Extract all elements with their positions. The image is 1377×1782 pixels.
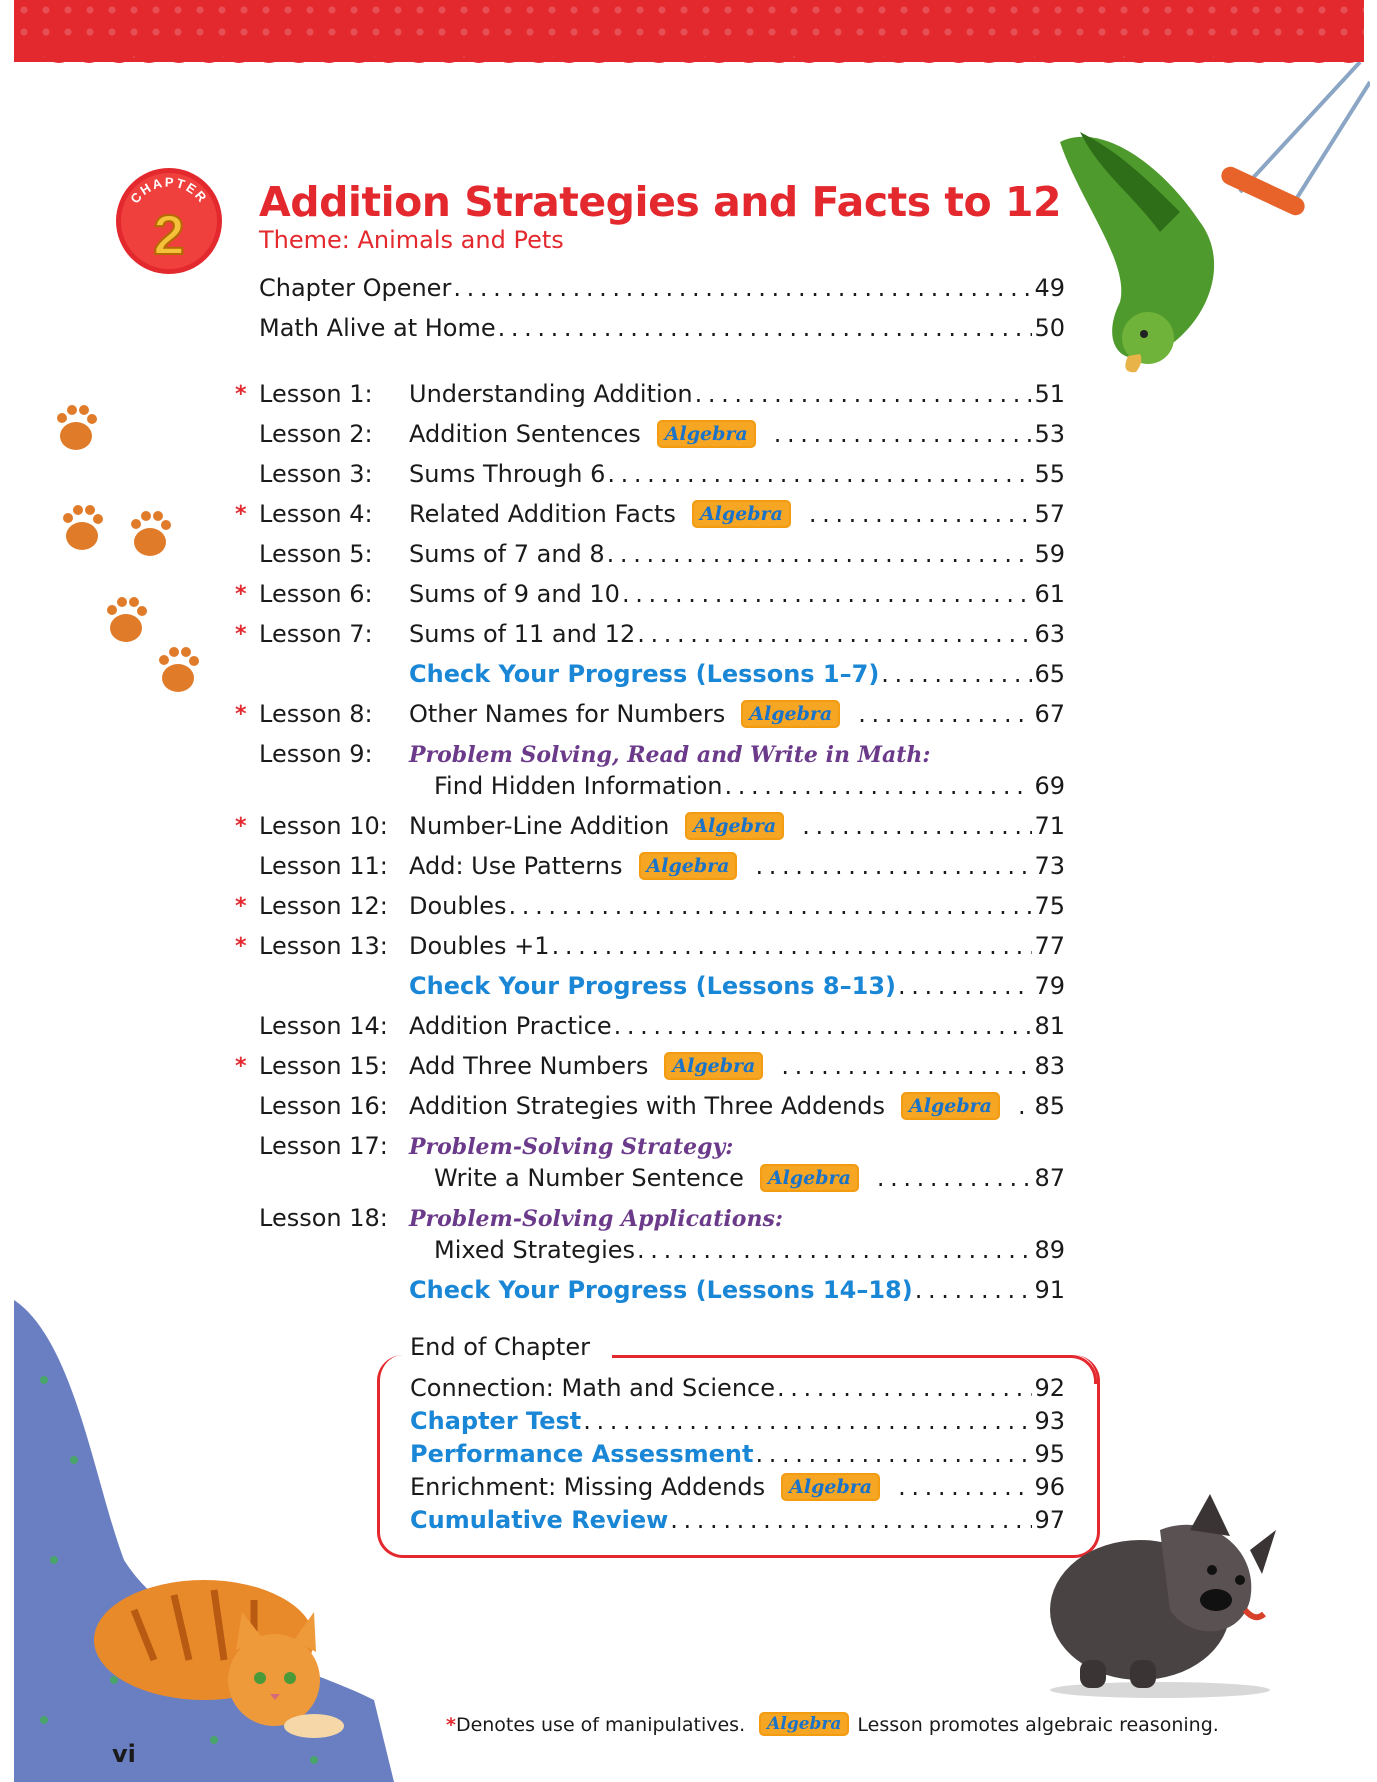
lesson-subtitle: Find Hidden Information xyxy=(434,772,723,800)
lesson-title: Understanding Addition xyxy=(409,380,693,408)
page-number: 65 xyxy=(1034,660,1065,688)
leader-dots xyxy=(881,660,1032,688)
page-number-footer: vi xyxy=(112,1740,136,1768)
leader-dots xyxy=(802,812,1032,840)
toc-row-lesson[interactable] xyxy=(259,620,1065,656)
end-of-chapter-item[interactable] xyxy=(410,1506,1065,1540)
leader-dots xyxy=(725,772,1033,800)
leader-dots xyxy=(781,1052,1032,1080)
page-number: 75 xyxy=(1034,892,1065,920)
leader-dots xyxy=(498,314,1033,342)
lesson-title: Number-Line Addition xyxy=(409,812,670,840)
page-number: 73 xyxy=(1034,852,1065,880)
lesson-label: Lesson 17: xyxy=(259,1132,388,1160)
end-of-chapter-item-text: Enrichment: Missing Addends xyxy=(410,1473,766,1501)
footnote-algebra-text: Lesson promotes algebraic reasoning. xyxy=(857,1714,1219,1736)
algebra-badge: Algebra xyxy=(639,852,738,880)
lesson-label: Lesson 18: xyxy=(259,1204,388,1232)
toc-row-lesson[interactable] xyxy=(259,892,1065,928)
manipulatives-star-icon: * xyxy=(235,1054,247,1079)
toc-entry-text: Math Alive at Home xyxy=(259,314,496,342)
lesson-label: Lesson 11: xyxy=(259,852,388,880)
lesson-title: Addition Sentences xyxy=(409,420,641,448)
manipulatives-star-icon: * xyxy=(235,814,247,839)
lesson-label: Lesson 9: xyxy=(259,740,373,768)
manipulatives-star-icon: * xyxy=(235,502,247,527)
algebra-badge: Algebra xyxy=(759,1712,849,1736)
manipulatives-star-icon: * xyxy=(235,622,247,647)
problem-solving-title: Problem Solving, Read and Write in Math: xyxy=(409,742,931,768)
lesson-title: Addition Strategies with Three Addends xyxy=(409,1092,886,1120)
leader-dots xyxy=(453,274,1032,302)
end-of-chapter-item[interactable] xyxy=(410,1473,1065,1507)
algebra-badge: Algebra xyxy=(664,1052,763,1080)
page-number: 57 xyxy=(1034,500,1065,528)
manipulatives-star-icon: * xyxy=(235,894,247,919)
page-number: 93 xyxy=(1034,1407,1065,1435)
leader-dots xyxy=(637,1236,1032,1264)
page-number: 71 xyxy=(1034,812,1065,840)
page-number: 49 xyxy=(1034,274,1065,302)
toc-entry-text: Chapter Opener xyxy=(259,274,452,302)
footnote-star-text: Denotes use of manipulatives. xyxy=(455,1714,746,1736)
algebra-badge: Algebra xyxy=(901,1092,1000,1120)
lesson-title: Add: Use Patterns xyxy=(409,852,623,880)
toc-row-lesson-subtitle[interactable] xyxy=(434,772,1065,808)
lesson-label: Lesson 2: xyxy=(259,420,373,448)
leader-dots xyxy=(607,540,1033,568)
algebra-badge: Algebra xyxy=(781,1473,880,1501)
end-of-chapter-item[interactable] xyxy=(410,1407,1065,1441)
lesson-label: Lesson 3: xyxy=(259,460,373,488)
footnote xyxy=(446,1714,1219,1738)
toc-row-lesson[interactable] xyxy=(259,1204,1065,1240)
manipulatives-star-icon: * xyxy=(235,702,247,727)
lesson-title: Other Names for Numbers xyxy=(409,700,726,728)
page-number: 87 xyxy=(1034,1164,1065,1192)
leader-dots xyxy=(898,972,1032,1000)
leader-dots xyxy=(509,892,1033,920)
lesson-label: Lesson 7: xyxy=(259,620,373,648)
toc-row-lesson[interactable] xyxy=(259,972,1065,1008)
page-number: 89 xyxy=(1034,1236,1065,1264)
page-number: 77 xyxy=(1034,932,1065,960)
leader-dots xyxy=(858,700,1032,728)
star-icon: * xyxy=(446,1714,456,1736)
end-of-chapter-title: End of Chapter xyxy=(410,1333,590,1361)
check-progress-title: Check Your Progress (Lessons 8–13) xyxy=(409,972,896,1000)
lesson-label: Lesson 8: xyxy=(259,700,373,728)
toc-row-lesson[interactable] xyxy=(259,580,1065,616)
page-number: 51 xyxy=(1034,380,1065,408)
toc-row-lesson[interactable] xyxy=(259,700,1065,736)
leader-dots xyxy=(1018,1092,1032,1120)
toc-row-lesson[interactable] xyxy=(259,540,1065,576)
toc-row-lesson-subtitle[interactable] xyxy=(434,1236,1065,1272)
lesson-label: Lesson 14: xyxy=(259,1012,388,1040)
puppy-illustration xyxy=(1040,1490,1280,1700)
lesson-title: Sums of 9 and 10 xyxy=(409,580,620,608)
lesson-title: Addition Practice xyxy=(409,1012,612,1040)
page-number: 95 xyxy=(1034,1440,1065,1468)
lesson-title: Doubles +1 xyxy=(409,932,550,960)
lesson-label: Lesson 6: xyxy=(259,580,373,608)
end-of-chapter-item-text: Connection: Math and Science xyxy=(410,1374,775,1402)
lesson-title: Doubles xyxy=(409,892,507,920)
lesson-title: Sums Through 6 xyxy=(409,460,606,488)
leader-dots xyxy=(777,1374,1032,1402)
page-number: 69 xyxy=(1034,772,1065,800)
leader-dots xyxy=(614,1012,1033,1040)
page-number: 67 xyxy=(1034,700,1065,728)
toc-row-lesson[interactable] xyxy=(259,1132,1065,1168)
algebra-badge: Algebra xyxy=(685,812,784,840)
chapter-theme: Theme: Animals and Pets xyxy=(259,226,564,254)
toc-row-lesson-subtitle[interactable] xyxy=(434,1164,1065,1200)
toc-row-lesson[interactable] xyxy=(259,660,1065,696)
parrot-illustration xyxy=(1040,62,1370,382)
algebra-badge: Algebra xyxy=(760,1164,859,1192)
toc-row-lesson[interactable] xyxy=(259,812,1065,848)
end-of-chapter-item[interactable] xyxy=(410,1440,1065,1474)
page-number: 92 xyxy=(1034,1374,1065,1402)
manipulatives-star-icon: * xyxy=(235,582,247,607)
page-number: 50 xyxy=(1034,314,1065,342)
toc-row-math-alive[interactable] xyxy=(259,314,1065,350)
leader-dots xyxy=(552,932,1033,960)
page-number: 97 xyxy=(1034,1506,1065,1534)
toc-row-lesson[interactable] xyxy=(259,420,1065,456)
leader-dots xyxy=(877,1164,1033,1192)
chapter-badge-label: CHAPTER xyxy=(127,174,211,207)
page-number: 55 xyxy=(1034,460,1065,488)
toc-row-lesson[interactable] xyxy=(259,380,1065,416)
end-of-chapter-item[interactable] xyxy=(410,1374,1065,1408)
leader-dots xyxy=(898,1473,1032,1501)
lesson-title: Sums of 11 and 12 xyxy=(409,620,636,648)
leader-dots xyxy=(809,500,1033,528)
toc-row-lesson[interactable] xyxy=(259,1092,1065,1128)
lesson-label: Lesson 12: xyxy=(259,892,388,920)
check-progress-title: Check Your Progress (Lessons 1–7) xyxy=(409,660,880,688)
toc-row-lesson[interactable] xyxy=(259,460,1065,496)
toc-row-lesson[interactable] xyxy=(259,852,1065,888)
leader-dots xyxy=(755,1440,1032,1468)
lesson-label: Lesson 13: xyxy=(259,932,388,960)
page-number: 83 xyxy=(1034,1052,1065,1080)
check-progress-title: Check Your Progress (Lessons 14–18) xyxy=(409,1276,913,1304)
problem-solving-title: Problem-Solving Applications: xyxy=(409,1206,783,1232)
cat-illustration xyxy=(14,1300,394,1782)
algebra-badge: Algebra xyxy=(741,700,840,728)
leader-dots xyxy=(670,1506,1032,1534)
end-of-chapter-item-text: Performance Assessment xyxy=(410,1440,754,1468)
problem-solving-title: Problem-Solving Strategy: xyxy=(409,1134,734,1160)
page-number: 79 xyxy=(1034,972,1065,1000)
toc-row-lesson[interactable] xyxy=(259,1052,1065,1088)
toc-row-lesson[interactable] xyxy=(259,740,1065,776)
lesson-subtitle: Mixed Strategies xyxy=(434,1236,636,1264)
leader-dots xyxy=(755,852,1032,880)
page-number: 96 xyxy=(1034,1473,1065,1501)
page-number: 63 xyxy=(1034,620,1065,648)
lesson-subtitle: Write a Number Sentence xyxy=(434,1164,744,1192)
page-number: 91 xyxy=(1034,1276,1065,1304)
toc-row-chapter-opener[interactable] xyxy=(259,274,1065,310)
algebra-badge: Algebra xyxy=(657,420,756,448)
chapter-number: 2 xyxy=(153,203,185,266)
lesson-label: Lesson 16: xyxy=(259,1092,388,1120)
page-number: 85 xyxy=(1034,1092,1065,1120)
toc-row-lesson[interactable] xyxy=(259,932,1065,968)
leader-dots xyxy=(583,1407,1032,1435)
chapter-badge xyxy=(114,166,224,276)
page-number: 81 xyxy=(1034,1012,1065,1040)
leader-dots xyxy=(695,380,1033,408)
leader-dots xyxy=(622,580,1033,608)
lesson-title: Related Addition Facts xyxy=(409,500,676,528)
lesson-label: Lesson 5: xyxy=(259,540,373,568)
lesson-title: Add Three Numbers xyxy=(409,1052,649,1080)
paw-prints-decoration xyxy=(46,386,216,706)
lesson-label: Lesson 10: xyxy=(259,812,388,840)
toc-row-lesson[interactable] xyxy=(259,500,1065,536)
leader-dots xyxy=(607,460,1032,488)
algebra-badge: Algebra xyxy=(692,500,791,528)
leader-dots xyxy=(637,620,1032,648)
page-number: 53 xyxy=(1034,420,1065,448)
lesson-label: Lesson 15: xyxy=(259,1052,388,1080)
end-of-chapter-item-text: Cumulative Review xyxy=(410,1506,669,1534)
leader-dots xyxy=(774,420,1033,448)
end-of-chapter-item-text: Chapter Test xyxy=(410,1407,582,1435)
page-number: 61 xyxy=(1034,580,1065,608)
manipulatives-star-icon: * xyxy=(235,934,247,959)
lesson-label: Lesson 1: xyxy=(259,380,373,408)
page-number: 59 xyxy=(1034,540,1065,568)
manipulatives-star-icon: * xyxy=(235,382,247,407)
toc-row-lesson[interactable] xyxy=(259,1012,1065,1048)
lesson-title: Sums of 7 and 8 xyxy=(409,540,605,568)
chapter-title: Addition Strategies and Facts to 12 xyxy=(259,178,1061,226)
leader-dots xyxy=(915,1276,1033,1304)
lesson-label: Lesson 4: xyxy=(259,500,373,528)
